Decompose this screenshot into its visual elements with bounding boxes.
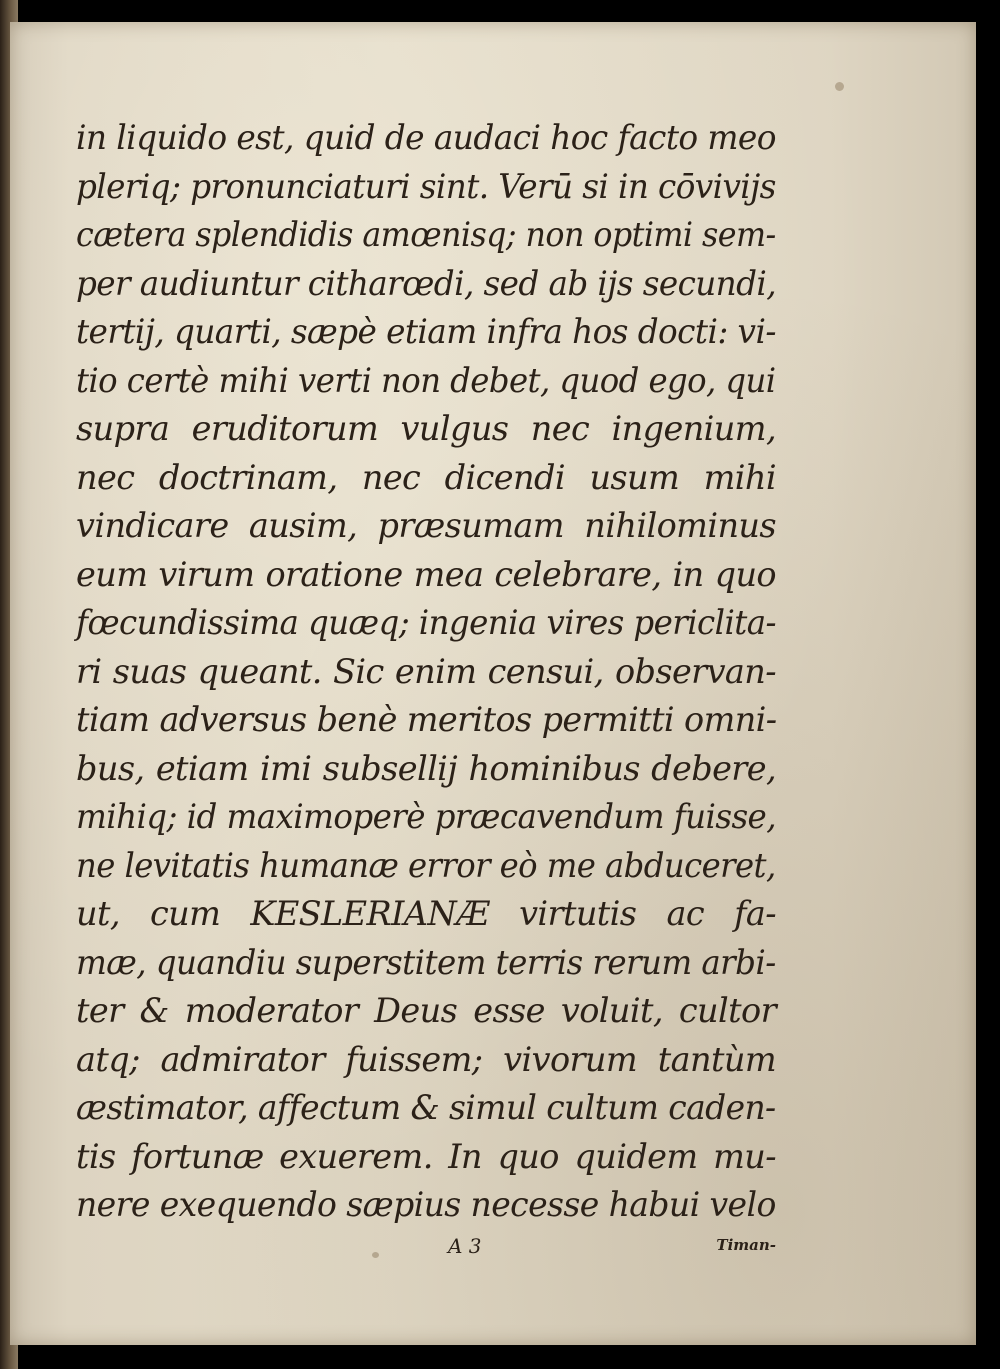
text-line: bus, etiam imi subsellij hominibus debere, bbox=[76, 748, 776, 788]
text-line: ter & moderator Deus esse voluit, cultor bbox=[76, 991, 776, 1030]
text-line: ut, cum KESLERIANÆ virtutis ac fa- bbox=[76, 894, 776, 933]
text-line: ne levitatis humanæ error eò me abduceret, bbox=[76, 845, 776, 885]
text-line: supra eruditorum vulgus nec ingenium, bbox=[76, 409, 776, 448]
text-line: mæ, quandiu superstitem terris rerum arbi- bbox=[76, 942, 776, 982]
book-page bbox=[10, 22, 976, 1345]
text-line: mihiq; id maximoperè præcavendum fuisse, bbox=[76, 797, 776, 836]
text-line: tiam adversus benè meritos permitti omni- bbox=[76, 700, 777, 739]
text-line: pleriq; pronunciaturi sint. Verū si in cōvivijs bbox=[76, 166, 776, 206]
text-line: in liquido est, quid de audaci hoc facto meo bbox=[76, 118, 776, 157]
text-line: eum virum oratione mea celebrare, in quo bbox=[76, 554, 776, 594]
text-line: æstimator, affectum & simul cultum caden- bbox=[76, 1088, 776, 1127]
paper-stain bbox=[835, 82, 844, 91]
body-text bbox=[76, 114, 776, 1230]
signature-mark: A 3 bbox=[448, 1234, 482, 1258]
text-line: atq; admirator fuissem; vivorum tantùm bbox=[76, 1039, 776, 1079]
text-line: nere exequendo sæpius necesse habui velo bbox=[76, 1185, 776, 1224]
text-line: fœcundissima quæq; ingenia vires periclita- bbox=[76, 603, 776, 642]
text-line: tis fortunæ exuerem. In quo quidem mu- bbox=[76, 1136, 776, 1176]
text-line: vindicare ausim, præsumam nihilominus bbox=[76, 506, 776, 545]
text-line: nec doctrinam, nec dicendi usum mihi bbox=[76, 457, 776, 497]
text-line: tio certè mihi verti non debet, quod ego, qui bbox=[76, 360, 776, 400]
catchword: Timan- bbox=[716, 1236, 776, 1254]
page-footer bbox=[76, 1234, 776, 1264]
text-line: tertij, quarti, sæpè etiam infra hos docti: vi- bbox=[76, 312, 776, 351]
text-line: per audiuntur citharœdi, sed ab ijs secundi, bbox=[76, 263, 777, 303]
text-line: ri suas queant. Sic enim censui, observan- bbox=[76, 651, 776, 691]
text-line: cætera splendidis amœnisq; non optimi sem- bbox=[76, 215, 776, 254]
